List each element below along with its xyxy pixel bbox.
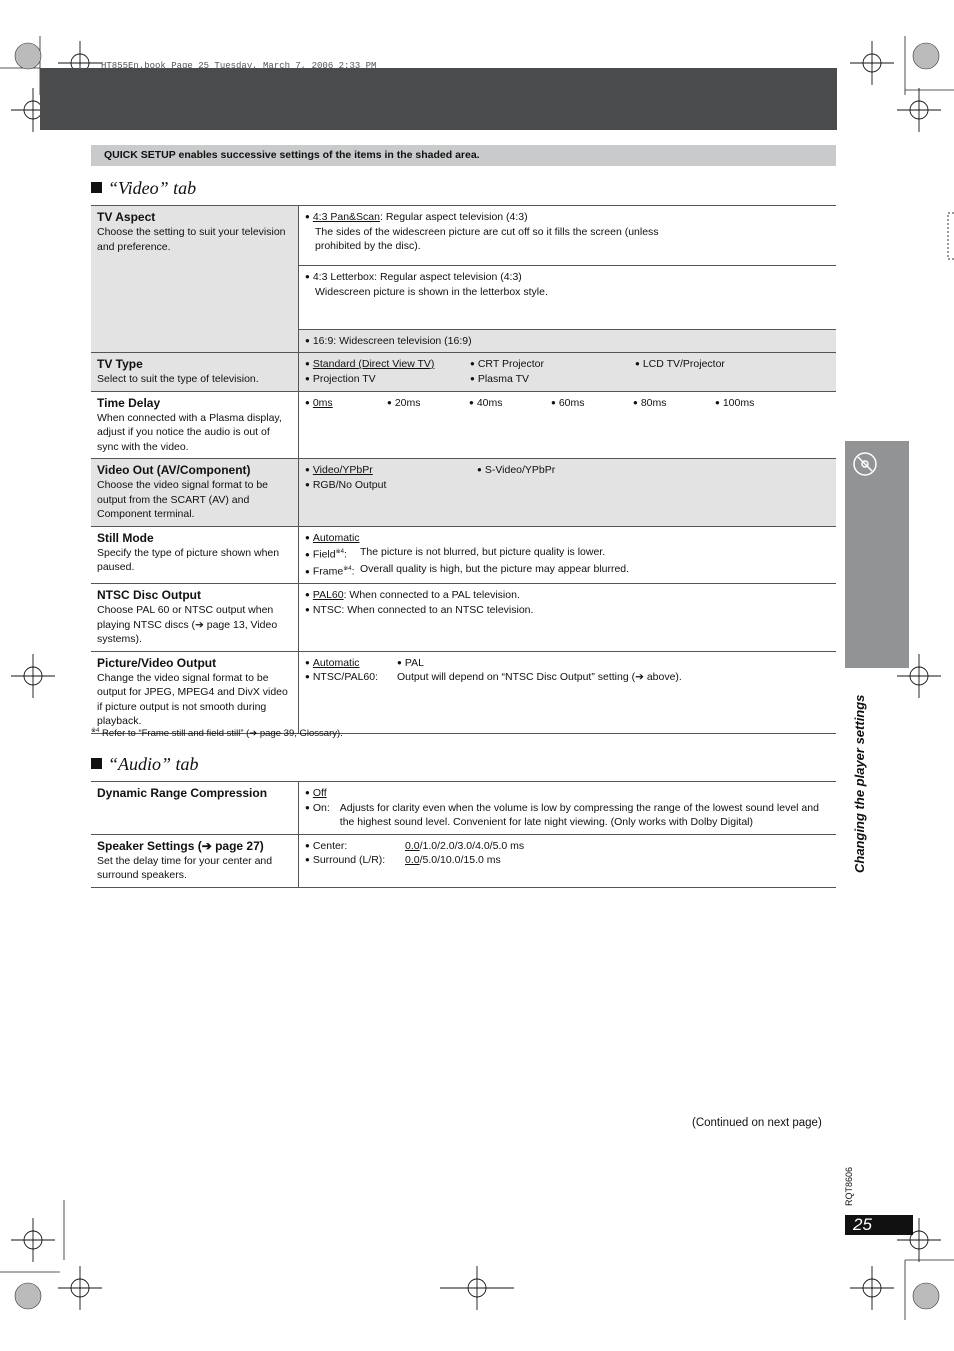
square-bullet-icon: [91, 758, 102, 769]
option-default[interactable]: Video/YPbPr: [312, 464, 373, 476]
option-label: Surround (L/R):: [312, 854, 386, 866]
square-bullet-icon: [91, 182, 102, 193]
option[interactable]: 80ms: [640, 396, 667, 409]
quick-setup-note: [91, 145, 836, 166]
table-row: Still Mode Specify the type of picture shown when paused. ● Automatic ● Field$^{※4}$: The picture is not blurred, but picture quality is lower. ● Frame$^{※4}$: Overall quality is high, but the picture may appear blurred.: [91, 526, 836, 584]
side-tab: [845, 441, 909, 668]
table-row: [91, 391, 836, 459]
table-row: Speaker Settings (➔ page 27) Set the delay time for your center and surround speakers. ● Center: 0.0/1.0/2.0/3.0/4.0/5.0 ms ● Surround (L/R): 0.0/5.0/10.0/15.0 ms: [91, 834, 836, 887]
table-row: [91, 353, 836, 392]
setting-title: Speaker Settings (➔ page 27): [97, 838, 264, 853]
option[interactable]: LCD TV/Projector: [642, 358, 725, 370]
option[interactable]: S-Video/YPbPr: [484, 464, 556, 476]
option[interactable]: PAL: [404, 656, 424, 669]
option-default[interactable]: Standard (Direct View TV): [312, 358, 435, 370]
option[interactable]: 40ms: [476, 396, 503, 409]
pan-scan-illustration: [947, 212, 954, 260]
setting-title: Picture/Video Output: [97, 655, 217, 670]
option-default[interactable]: 0.0: [405, 854, 420, 866]
option-default[interactable]: Off: [312, 787, 327, 799]
option[interactable]: Frame: [312, 565, 344, 578]
section-side-label: [842, 678, 878, 878]
option-default[interactable]: PAL60: [312, 589, 344, 601]
setting-desc: Choose PAL 60 or NTSC output when playing NTSC discs (➔ page 13, Video systems).: [97, 604, 278, 645]
option[interactable]: NTSC: When connected to an NTSC television.: [312, 603, 534, 616]
continued-note: (Continued on next page): [692, 1117, 822, 1129]
setting-title: Still Mode: [97, 530, 154, 545]
page-number: 25: [845, 1215, 913, 1235]
setting-desc: Set the delay time for your center and surround speakers.: [97, 854, 273, 881]
option[interactable]: 16:9: Widescreen television (16:9): [312, 335, 472, 347]
setting-desc: Choose the setting to suit your television and preference.: [97, 226, 286, 253]
option[interactable]: On:: [312, 801, 330, 814]
option[interactable]: 4:3 Letterbox: Regular aspect television (4:3): [312, 271, 522, 283]
disc-settings-icon: [853, 449, 877, 477]
option[interactable]: CRT Projector: [477, 358, 544, 370]
setting-title: TV Aspect: [97, 210, 156, 224]
video-settings-table: [91, 205, 836, 734]
setting-desc: Choose the video signal format to be output from the SCART (AV) and Component terminal.: [97, 479, 269, 520]
table-row: Picture/Video Output Change the video signal format to be output for JPEG, MPEG4 and DivX video if picture output is not smooth during playback. ● Automatic ● PAL ● NTSC/PAL60: Output will depend on “NTSC Disc Output” setting (➔ above).: [91, 651, 836, 733]
file-info: HT855En.book Page 25 Tuesday, March 7, 2006 2:33 PM: [101, 61, 377, 71]
table-row: Dynamic Range Compression ● Off ● On: Adjusts for clarity even when the volume is low by compressing the range of the lowest sound level and the highest sound level. Convenient for late night viewing. (Only works with Dolby Digital): [91, 782, 836, 835]
option[interactable]: RGB/No Output: [312, 478, 387, 491]
table-row: NTSC Disc Output Choose PAL 60 or NTSC output when playing NTSC discs (➔ page 13, Video systems). ● PAL60: When connected to a PAL television. ● NTSC: When connected to an NTSC television.: [91, 584, 836, 652]
option-label: Center:: [312, 839, 348, 852]
setting-title: Video Out (AV/Component): [97, 463, 251, 477]
option[interactable]: Field: [312, 548, 336, 561]
table-row: TV Aspect Choose the setting to suit your television and preference. ● 4:3 Pan&Scan: Regular aspect television (4:3) The sides of the widescreen picture are cut off so it fills the screen (unless prohibited by the disc). ● 4:3 Letterbox: Regular aspect television (4:3) Widescreen picture is shown in the letterbox style. ● 16:9: Widescreen television (16:9): [91, 206, 836, 353]
option-default[interactable]: 0ms: [312, 396, 333, 409]
header-band: [40, 68, 837, 130]
svg-text:RQT8606: RQT8606: [844, 1166, 854, 1206]
option[interactable]: 100ms: [722, 396, 755, 409]
setting-desc: Specify the type of picture shown when paused.: [97, 546, 280, 573]
option-default[interactable]: 0.0: [405, 839, 420, 852]
option[interactable]: Projection TV: [312, 372, 376, 385]
option[interactable]: 60ms: [558, 396, 585, 409]
setting-desc: Change the video signal format to be output for JPEG, MPEG4 and DivX video if picture output is not smooth during playback.: [97, 671, 288, 727]
option[interactable]: NTSC/PAL60:: [312, 671, 379, 683]
setting-desc: When connected with a Plasma display, adjust if you notice the audio is out of sync with the video.: [97, 411, 282, 453]
table-row: [91, 459, 836, 527]
video-tab-heading: “Video” tab: [91, 178, 196, 199]
setting-title: NTSC Disc Output: [97, 588, 201, 602]
audio-tab-heading: “Audio” tab: [91, 754, 199, 775]
document-code: [840, 1162, 860, 1208]
svg-text:Changing the player settings: Changing the player settings: [852, 694, 867, 873]
quick-setup-text: QUICK SETUP enables successive settings of the items in the shaded area.: [104, 149, 480, 161]
option-default[interactable]: Automatic: [312, 656, 360, 669]
setting-title: Time Delay: [97, 395, 161, 410]
option-default[interactable]: Automatic: [312, 531, 360, 544]
option[interactable]: Plasma TV: [477, 372, 530, 385]
setting-desc: Select to suit the type of television.: [97, 373, 259, 385]
setting-title: TV Type: [97, 357, 143, 371]
option[interactable]: 20ms: [394, 396, 421, 409]
audio-settings-table: [91, 781, 836, 888]
setting-title: Dynamic Range Compression: [97, 786, 268, 800]
footnote: $^{※4}$ Refer to “Frame still and field still” (➔ page 39, Glossary).: [91, 728, 343, 740]
option-default[interactable]: 4:3 Pan&Scan: [312, 211, 380, 223]
